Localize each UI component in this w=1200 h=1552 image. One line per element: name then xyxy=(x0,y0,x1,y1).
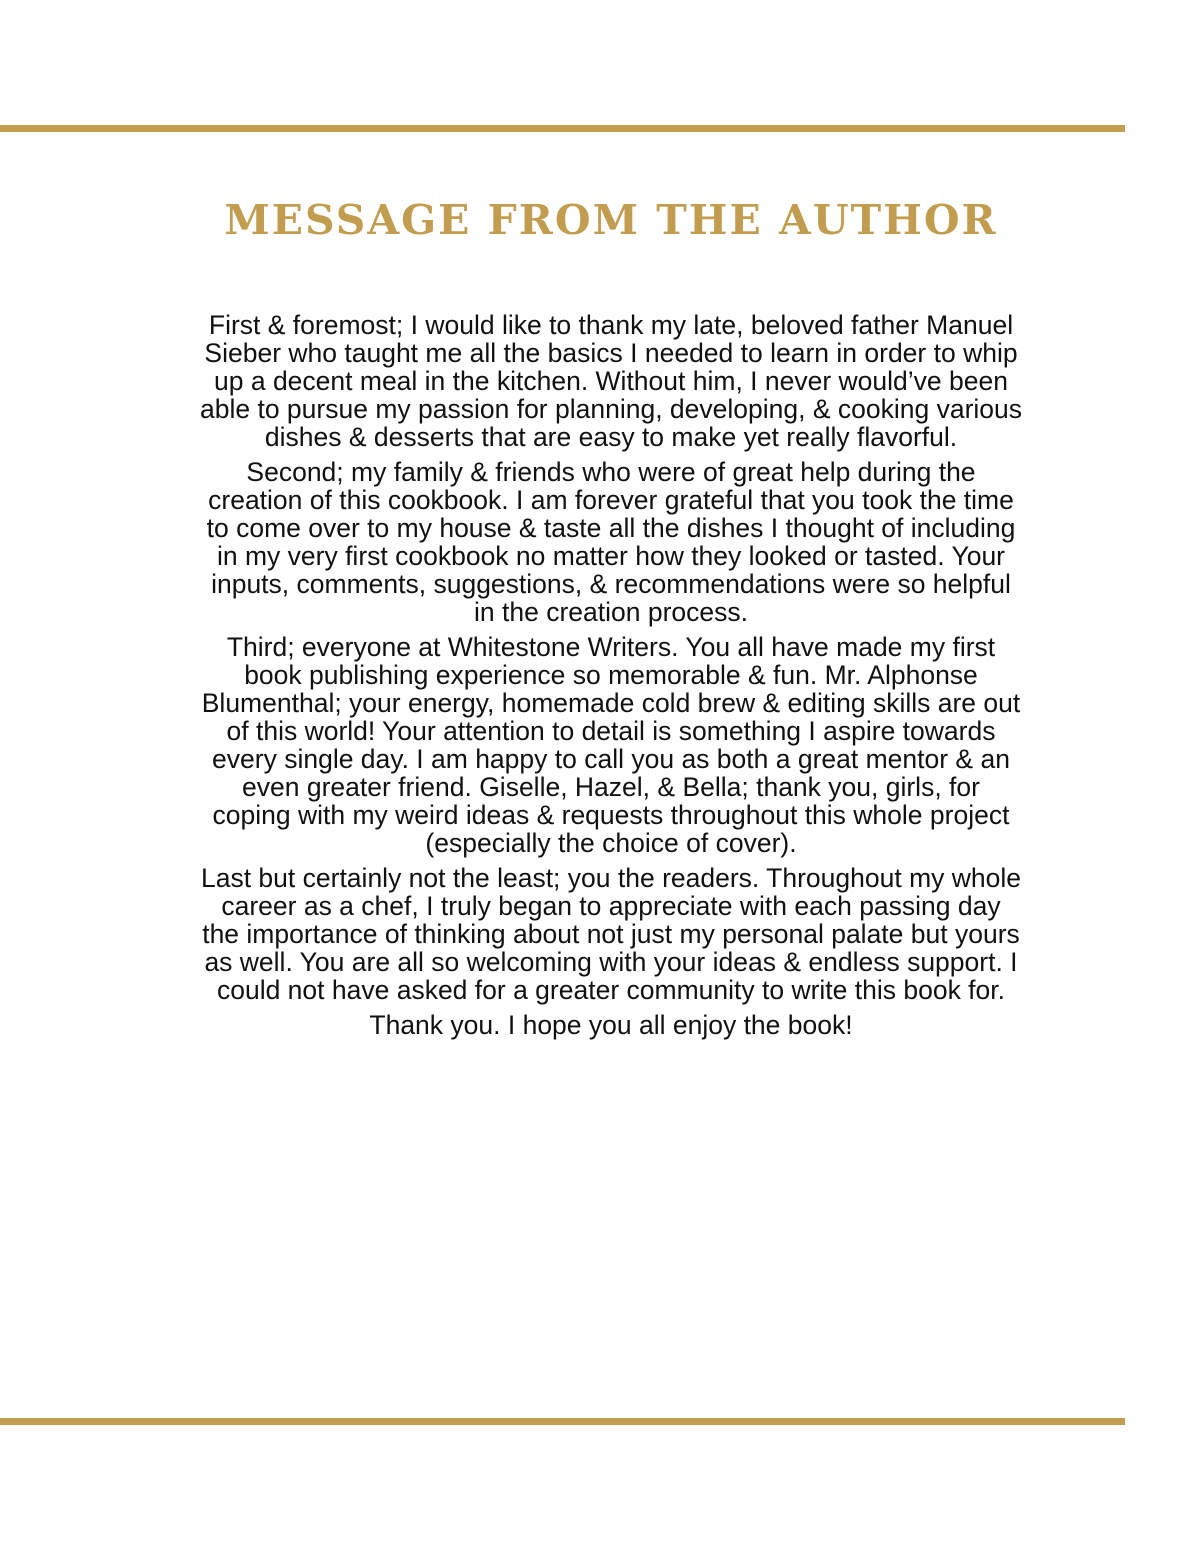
bottom-divider xyxy=(0,1418,1125,1425)
paragraph-family: Second; my family & friends who were of great help during the creation of this cookbook. I am forever grateful that you took the time to come over to my house & taste all the dishes I thought of including in my very first cookbook no matter how they looked or tasted. Your inputs, comments, suggestions, & recommendations were so helpful in the creation process. xyxy=(206,457,1016,627)
page-title: MESSAGE FROM THE AUTHOR xyxy=(224,196,998,244)
paragraph-readers: Last but certainly not the least; you the readers. Throughout my whole career as a chef, I truly began to appreciate with each passing day the importance of thinking about not just my personal palate but yours as well. You are all so welcoming with your ideas & endless support. I could not have asked for a greater community to write this book for. xyxy=(200,863,1021,1005)
top-divider xyxy=(0,125,1125,132)
paragraph-father: First & foremost; I would like to thank my late, beloved father Manuel Sieber who taught me all the basics I needed to learn in order to whip up a decent meal in the kitchen. Without him, I never would’ve been able to pursue my passion for planning, developing, & cooking various dishes & desserts that are easy to make yet really flavorful. xyxy=(200,310,1023,452)
paragraph-closing: Thank you. I hope you all enjoy the book! xyxy=(369,1010,853,1040)
message-body xyxy=(200,311,1022,1046)
paragraph-publisher: Third; everyone at Whitestone Writers. You all have made my first book publishing experience so memorable & fun. Mr. Alphonse Blumenthal; your energy, homemade cold brew & editing skills are out of this world! Your attention to detail is something I aspire towards every single day. I am happy to call you as both a great mentor & an even greater friend. Giselle, Hazel, & Bella; thank you, girls, for coping with my weird ideas & requests throughout this whole project (especially the choice of cover). xyxy=(201,632,1021,858)
